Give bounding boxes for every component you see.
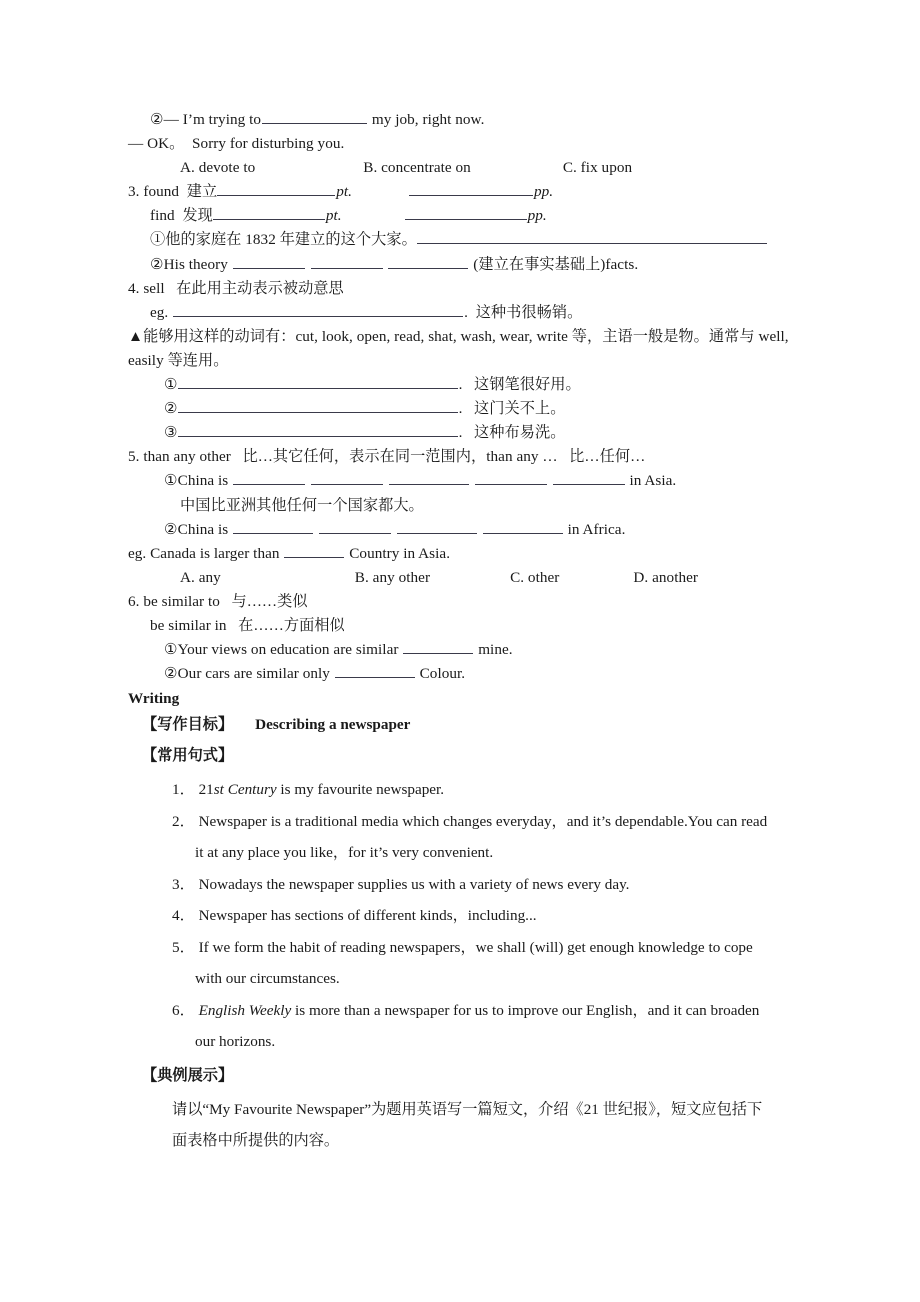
writing-sentence-continuation: our horizons. — [195, 1033, 276, 1051]
writing-goal-label: 【写作目标】 — [142, 716, 234, 734]
exercise-5-head: 5. than any other 比…其它任何，表示在同一范围内，than any … 比…任何… — [128, 448, 646, 466]
sentence-lead: 21 — [198, 781, 214, 799]
exercise-5-eg-tail: Country in Asia. — [349, 544, 451, 562]
sentence-italic: English Weekly — [198, 1001, 292, 1019]
exercise-2-line-1-lead: ②— I’m trying to — [150, 111, 262, 128]
fill-blank[interactable] — [405, 205, 527, 220]
sentence-text: is my favourite newspaper. — [276, 781, 445, 799]
sentence-number: 1． — [172, 781, 195, 799]
sentence-text: is more than a newspaper for us to improve our English，and it can broaden — [291, 1001, 760, 1019]
sentence-italic: st Century — [213, 781, 277, 799]
exercise-5-eg — [128, 542, 800, 566]
exercise-6-sub-2 — [128, 662, 800, 686]
writing-patterns-label: 【常用句式】 — [142, 747, 234, 765]
choice-b[interactable]: B. any other — [354, 568, 431, 586]
writing-goal-row — [128, 712, 800, 738]
exercise-4-blank-3-tail: . 这种布易洗。 — [458, 424, 566, 442]
fill-blank[interactable] — [409, 181, 533, 196]
exercise-3-sub-2 — [128, 253, 800, 277]
exercise-6-sub-1 — [128, 638, 800, 662]
choice-d[interactable]: D. another — [633, 568, 699, 586]
exercise-4-note: ▲能够用这样的动词有：cut, look, open, read, shat, wash, wear, write 等，主语一般是物。通常与 well, easily 等连用。 — [128, 327, 793, 369]
exercise-5-sub-1-tail: in Asia. — [629, 472, 677, 490]
exercise-5-eg-lead: eg. Canada is larger than — [128, 544, 280, 562]
exercise-5-sub-1-lead: ①China is — [164, 472, 229, 490]
choice-c[interactable]: C. other — [510, 568, 560, 586]
sentence-number: 2． — [172, 812, 195, 830]
fill-blank[interactable] — [178, 398, 458, 413]
exercise-3-sub-2-lead: ②His theory — [150, 255, 228, 273]
sentence-number: 4． — [172, 907, 195, 925]
writing-example-label: 【典例展示】 — [142, 1066, 234, 1084]
writing-sentence — [128, 900, 800, 932]
fill-blank[interactable] — [284, 543, 344, 558]
exercise-4-blank-1-tail: . 这钢笔很好用。 — [458, 376, 581, 394]
exercise-5-sub-2-lead: ②China is — [164, 520, 229, 538]
fill-blank[interactable] — [335, 663, 415, 678]
sentence-number: 3． — [172, 875, 195, 893]
exercise-4-blank-3 — [128, 421, 800, 445]
exercise-6-sub-1-lead: ①Your views on education are similar — [164, 641, 399, 659]
exercise-6-sub-2-tail: Colour. — [419, 665, 466, 683]
writing-sentence — [128, 806, 800, 838]
exercise-3-word-cn: 建立 — [186, 183, 218, 201]
choice-a[interactable]: A. any — [180, 568, 221, 586]
exercise-4-blank-2 — [128, 397, 800, 421]
fill-blank[interactable] — [388, 254, 468, 269]
sentence-text: Nowadays the newspaper supplies us with a variety of news every day. — [198, 875, 630, 893]
exercise-3-find — [128, 204, 800, 228]
eg-label: eg. — [150, 303, 169, 321]
exercise-6-sub-1-tail: mine. — [478, 641, 513, 659]
writing-sentence — [128, 932, 800, 964]
exercise-4-blank-2-tail: . 这门关不上。 — [458, 400, 566, 418]
exercise-3-find-word: find — [150, 207, 175, 225]
exercise-5-choices — [128, 566, 800, 590]
exercise-6-head-1: 6. be similar to 与……类似 — [128, 592, 308, 610]
sentence-text: If we form the habit of reading newspapers，we shall (will) get enough knowledge to cope — [198, 938, 753, 956]
exercise-6-head-2: be similar in 在……方面相似 — [150, 616, 345, 634]
writing-goal-text: Describing a newspaper — [255, 716, 411, 734]
writing-sentence — [128, 774, 800, 806]
exercise-3-head — [128, 180, 800, 204]
fill-blank[interactable] — [173, 302, 463, 317]
writing-sentence-continuation: it at any place you like，for it’s very convenient. — [195, 844, 494, 862]
pt-label: pt. — [336, 183, 352, 201]
writing-heading: Writing — [128, 690, 180, 708]
fill-blank[interactable] — [475, 470, 547, 485]
fill-blank[interactable] — [483, 519, 563, 534]
exercise-5-sub-2-tail: in Africa. — [567, 520, 626, 538]
writing-example-line-2: 面表格中所提供的内容。 — [172, 1132, 340, 1150]
fill-blank[interactable] — [233, 254, 305, 269]
fill-blank[interactable] — [217, 181, 335, 196]
exercise-2-line-2: — OK。 Sorry for disturbing you. — [128, 135, 345, 153]
sentence-text: Newspaper has sections of different kinds，including... — [198, 907, 537, 925]
exercise-5-sub-1-cn: 中国比亚洲其他任何一个国家都大。 — [180, 496, 424, 514]
sentence-number: 5． — [172, 938, 195, 956]
exercise-3-word: 3. found — [128, 183, 180, 201]
exercise-4-eg-tail: . 这种书很畅销。 — [464, 303, 583, 321]
exercise-3-sub-1 — [128, 228, 800, 252]
fill-blank[interactable] — [213, 205, 325, 220]
list-marker: ② — [164, 400, 178, 418]
list-marker: ③ — [164, 424, 178, 442]
pt-label: pt. — [325, 207, 342, 225]
writing-sentence-continuation: with our circumstances. — [195, 970, 340, 988]
choice-b[interactable]: B. concentrate on — [363, 159, 471, 177]
exercise-3-find-cn: 发现 — [182, 207, 213, 225]
exercise-3-sub-1-text: ①他的家庭在 1832 年建立的这个大家。 — [150, 231, 417, 249]
fill-blank[interactable] — [178, 422, 458, 437]
exercise-2-line-1 — [128, 108, 800, 132]
exercise-4-blank-1 — [128, 373, 800, 397]
fill-blank[interactable] — [178, 374, 458, 389]
fill-blank[interactable] — [262, 109, 367, 124]
list-marker: ① — [164, 376, 178, 394]
fill-blank[interactable] — [397, 519, 477, 534]
pp-label: pp. — [533, 183, 554, 201]
writing-example-line-1: 请以“My Favourite Newspaper”为题用英语写一篇短文，介绍《21 世纪报》，短文应包括下 — [172, 1100, 763, 1118]
exercise-5-sub-2 — [128, 518, 800, 542]
fill-blank[interactable] — [319, 519, 391, 534]
page-content — [128, 108, 800, 1157]
fill-blank[interactable] — [403, 639, 473, 654]
exercise-3-sub-2-tail: (建立在事实基础上)facts. — [473, 255, 639, 273]
writing-sentence — [128, 869, 800, 901]
exercise-2-line-1-tail: my job, right now. — [371, 111, 485, 128]
exercise-5-sub-1 — [128, 469, 800, 493]
fill-blank[interactable] — [233, 519, 313, 534]
exercise-4-eg — [128, 301, 800, 325]
sentence-number: 6． — [172, 1001, 195, 1019]
fill-blank[interactable] — [311, 254, 383, 269]
pp-label: pp. — [527, 207, 547, 225]
fill-blank[interactable] — [389, 470, 469, 485]
exercise-6-sub-2-lead: ②Our cars are similar only — [164, 665, 330, 683]
fill-blank[interactable] — [233, 470, 305, 485]
fill-blank[interactable] — [311, 470, 383, 485]
choice-a[interactable]: A. devote to — [180, 159, 256, 177]
exercise-4-head: 4. sell 在此用主动表示被动意思 — [128, 279, 344, 297]
fill-blank[interactable] — [417, 230, 767, 245]
writing-sentence — [128, 995, 800, 1027]
sentence-text: Newspaper is a traditional media which changes everyday，and it’s dependable.You can read — [198, 812, 768, 830]
fill-blank[interactable] — [553, 470, 625, 485]
choice-c[interactable]: C. fix upon — [562, 159, 633, 177]
exercise-2-choices — [128, 156, 800, 180]
